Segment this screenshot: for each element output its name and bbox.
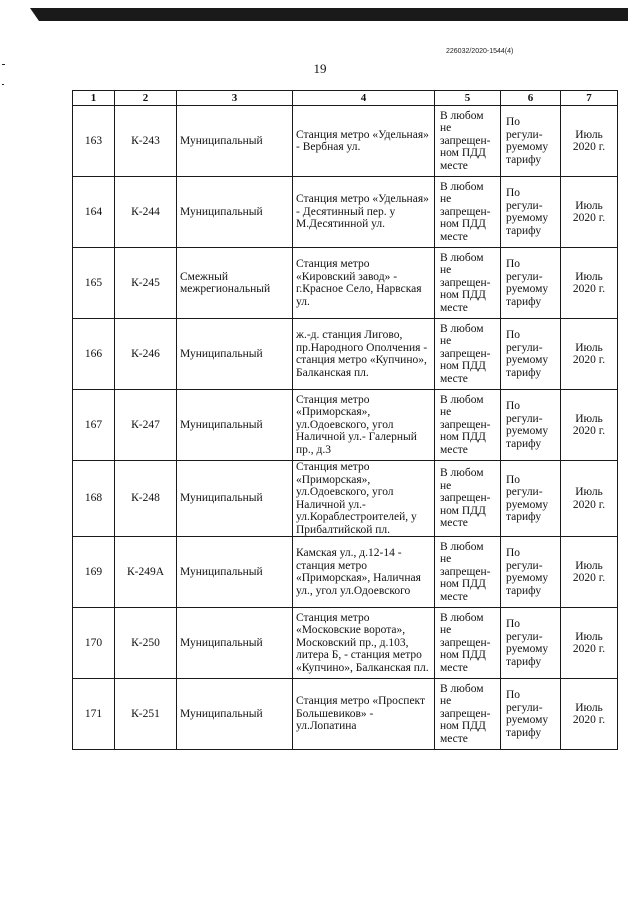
scan-edge-mark <box>2 84 4 85</box>
route-code-cell: К-249А <box>115 537 177 608</box>
document-number: 226032/2020-1544(4) <box>446 48 514 55</box>
column-header: 5 <box>435 91 501 106</box>
route-type-cell: Муниципальный <box>177 608 293 679</box>
route-code-cell: К-245 <box>115 248 177 319</box>
row-number-cell: 168 <box>73 461 115 537</box>
route-code-cell: К-246 <box>115 319 177 390</box>
tariff-cell: По регули-руемому тарифу <box>501 390 561 461</box>
route-path-cell: ж.-д. станция Лигово, пр.Народного Ополчения - станция метро «Купчино», Балканская пл. <box>293 319 435 390</box>
page-number: 19 <box>313 61 327 76</box>
route-path-cell: Станция метро «Удельная» - Десятинный пер. у М.Десятинной ул. <box>293 177 435 248</box>
row-number-cell: 170 <box>73 608 115 679</box>
route-type-cell: Муниципальный <box>177 390 293 461</box>
row-number-cell: 166 <box>73 319 115 390</box>
table-row <box>73 537 618 608</box>
column-header: 3 <box>177 91 293 106</box>
start-date-cell: Июль 2020 г. <box>561 537 618 608</box>
column-header: 4 <box>293 91 435 106</box>
row-number-cell: 163 <box>73 106 115 177</box>
route-path-cell: Станция метро «Московские ворота», Московский пр., д.103, литера Б, - станция метро «Купчино», Балканская пл. <box>293 608 435 679</box>
start-date-cell: Июль 2020 г. <box>561 608 618 679</box>
table-row <box>73 679 618 750</box>
stop-rule-cell: В любом не запрещен-ном ПДД месте <box>435 248 501 319</box>
route-path-cell: Станция метро «Удельная» - Вербная ул. <box>293 106 435 177</box>
stop-rule-cell: В любом не запрещен-ном ПДД месте <box>435 319 501 390</box>
route-type-cell: Муниципальный <box>177 106 293 177</box>
route-code-cell: К-243 <box>115 106 177 177</box>
stop-rule-cell: В любом не запрещен-ном ПДД месте <box>435 461 501 537</box>
tariff-cell: По регули-руемому тарифу <box>501 106 561 177</box>
tariff-cell: По регули-руемому тарифу <box>501 319 561 390</box>
route-code-cell: К-251 <box>115 679 177 750</box>
scan-top-bar <box>30 8 628 21</box>
column-header: 1 <box>73 91 115 106</box>
start-date-cell: Июль 2020 г. <box>561 679 618 750</box>
tariff-cell: По регули-руемому тарифу <box>501 679 561 750</box>
table-row <box>73 177 618 248</box>
start-date-cell: Июль 2020 г. <box>561 390 618 461</box>
route-code-cell: К-250 <box>115 608 177 679</box>
route-code-cell: К-244 <box>115 177 177 248</box>
route-type-cell: Муниципальный <box>177 461 293 537</box>
tariff-cell: По регули-руемому тарифу <box>501 248 561 319</box>
routes-table <box>72 90 618 750</box>
route-path-cell: Станция метро «Приморская», ул.Одоевского, угол Наличной ул.- ул.Кораблестроителей, у Прибалтийской пл. <box>293 461 435 537</box>
start-date-cell: Июль 2020 г. <box>561 248 618 319</box>
start-date-cell: Июль 2020 г. <box>561 461 618 537</box>
column-header: 7 <box>561 91 618 106</box>
stop-rule-cell: В любом не запрещен-ном ПДД месте <box>435 177 501 248</box>
table-row <box>73 390 618 461</box>
table-row <box>73 106 618 177</box>
route-path-cell: Станция метро «Проспект Большевиков» - ул.Лопатина <box>293 679 435 750</box>
table-row <box>73 461 618 537</box>
route-type-cell: Муниципальный <box>177 679 293 750</box>
stop-rule-cell: В любом не запрещен-ном ПДД месте <box>435 608 501 679</box>
tariff-cell: По регули-руемому тарифу <box>501 608 561 679</box>
route-code-cell: К-247 <box>115 390 177 461</box>
start-date-cell: Июль 2020 г. <box>561 177 618 248</box>
row-number-cell: 171 <box>73 679 115 750</box>
route-type-cell: Смежный межрегиональный <box>177 248 293 319</box>
start-date-cell: Июль 2020 г. <box>561 106 618 177</box>
route-code-cell: К-248 <box>115 461 177 537</box>
tariff-cell: По регули-руемому тарифу <box>501 537 561 608</box>
tariff-cell: По регули-руемому тарифу <box>501 461 561 537</box>
table-row <box>73 608 618 679</box>
table-row <box>73 319 618 390</box>
stop-rule-cell: В любом не запрещен-ном ПДД месте <box>435 106 501 177</box>
column-header: 2 <box>115 91 177 106</box>
route-type-cell: Муниципальный <box>177 319 293 390</box>
stop-rule-cell: В любом не запрещен-ном ПДД месте <box>435 537 501 608</box>
route-type-cell: Муниципальный <box>177 537 293 608</box>
stop-rule-cell: В любом не запрещен-ном ПДД месте <box>435 679 501 750</box>
table-header-row <box>73 91 618 106</box>
row-number-cell: 169 <box>73 537 115 608</box>
route-type-cell: Муниципальный <box>177 177 293 248</box>
route-path-cell: Камская ул., д.12-14 - станция метро «Приморская», Наличная ул., угол ул.Одоевского <box>293 537 435 608</box>
start-date-cell: Июль 2020 г. <box>561 319 618 390</box>
stop-rule-cell: В любом не запрещен-ном ПДД месте <box>435 390 501 461</box>
route-path-cell: Станция метро «Приморская», ул.Одоевского, угол Наличной ул.- Галерный пр., д.3 <box>293 390 435 461</box>
column-header: 6 <box>501 91 561 106</box>
row-number-cell: 167 <box>73 390 115 461</box>
table-row <box>73 248 618 319</box>
row-number-cell: 164 <box>73 177 115 248</box>
tariff-cell: По регули-руемому тарифу <box>501 177 561 248</box>
row-number-cell: 165 <box>73 248 115 319</box>
route-path-cell: Станция метро «Кировский завод» - г.Красное Село, Нарвская ул. <box>293 248 435 319</box>
